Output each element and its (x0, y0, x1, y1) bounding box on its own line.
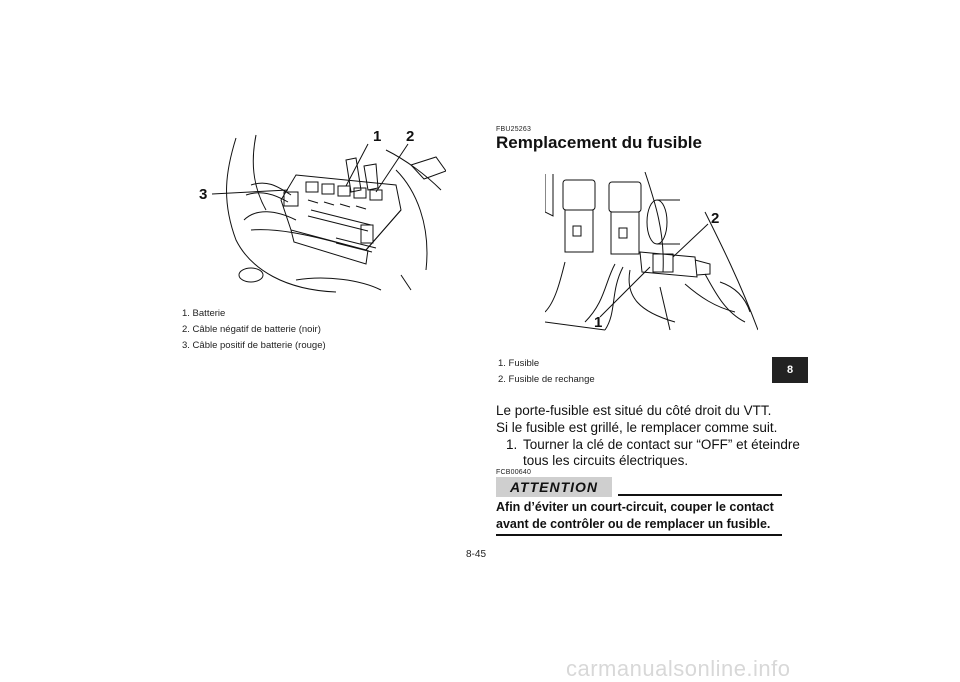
attention-line-2: avant de contrôler ou de remplacer un fusible. (496, 517, 771, 531)
caption-item: 1. Fusible (498, 358, 540, 369)
caption-item: 2. Fusible de rechange (498, 374, 595, 385)
battery-illustration (196, 130, 446, 295)
right-figure-captions (498, 356, 595, 388)
attention-text (496, 499, 786, 533)
attention-code: FCB00640 (496, 469, 532, 476)
step-1-line-2: tous les circuits électriques. (523, 453, 689, 468)
chapter-tab: 8 (772, 357, 808, 383)
attention-header (496, 477, 782, 497)
section-title: Remplacement du fusible (496, 133, 702, 152)
callout-1-left: 1 (373, 128, 382, 145)
attention-label: ATTENTION (496, 477, 612, 497)
callout-2-left: 2 (406, 128, 415, 145)
caption-item: 2. Câble négatif de batterie (noir) (182, 324, 321, 335)
fuse-illustration (545, 172, 758, 332)
caption-item: 1. Batterie (182, 308, 226, 319)
body-paragraph-1: Le porte-fusible est situé du côté droit du VTT. (496, 403, 772, 418)
watermark: carmanualsonline.info (566, 656, 791, 681)
callout-1-right: 1 (594, 314, 603, 331)
step-1-number: 1. (506, 437, 518, 452)
callout-2-right: 2 (711, 210, 720, 227)
attention-line-1: Afin d’éviter un court-circuit, couper le contact (496, 500, 774, 514)
step-1-line-1: Tourner la clé de contact sur “OFF” et éteindre (523, 437, 800, 452)
attention-rule (618, 494, 782, 496)
section-code: FBU25263 (496, 126, 532, 133)
attention-bottom-rule (496, 534, 782, 536)
page-number: 8-45 (466, 549, 487, 560)
body-paragraph-2: Si le fusible est grillé, le remplacer comme suit. (496, 420, 778, 435)
caption-item: 3. Câble positif de batterie (rouge) (182, 340, 326, 351)
left-figure-captions (182, 306, 326, 354)
callout-3-left: 3 (199, 186, 208, 203)
